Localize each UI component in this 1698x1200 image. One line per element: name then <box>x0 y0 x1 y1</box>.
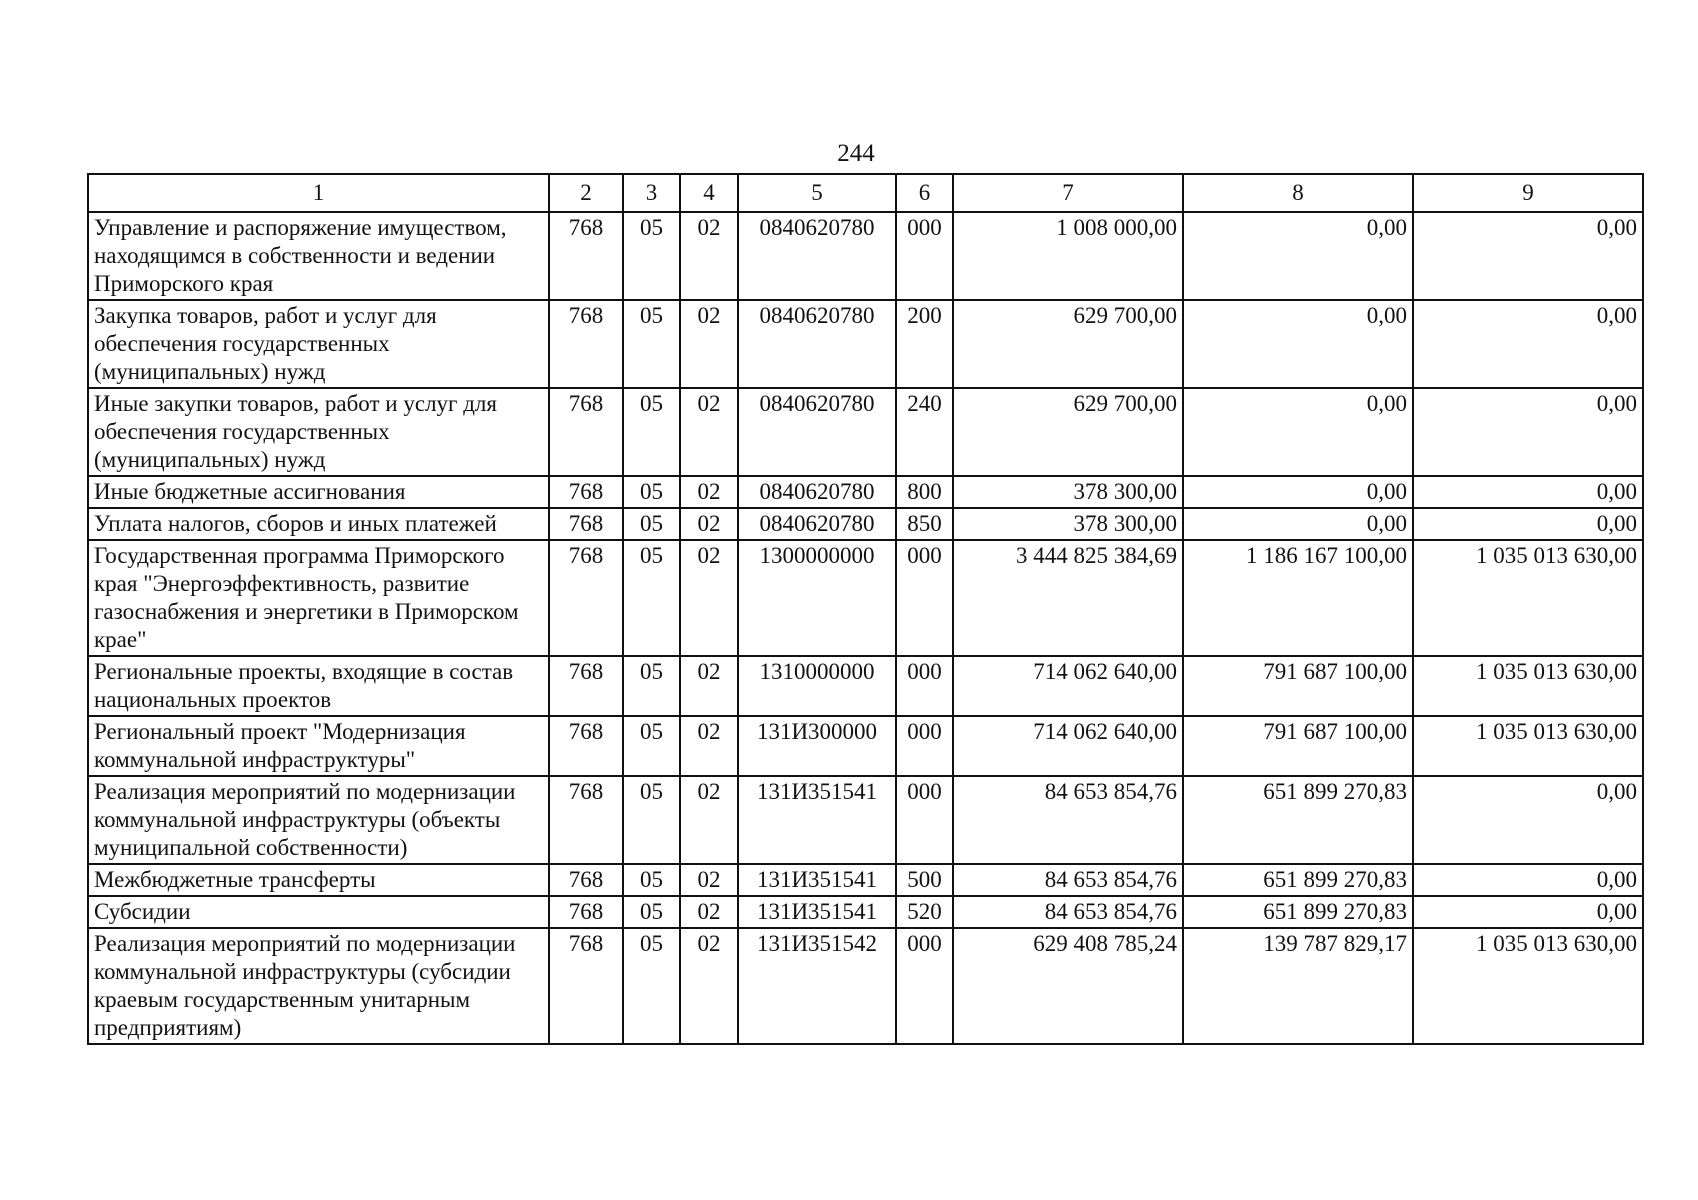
code-cell: 05 <box>623 864 680 896</box>
item-name-cell: Реализация мероприятий по модернизации коммунальной инфраструктуры (субсидии краевым государственным унитарным предприятиям) <box>88 928 549 1044</box>
amount-cell: 791 687 100,00 <box>1183 656 1413 716</box>
code-cell: 02 <box>680 896 738 928</box>
column-header: 5 <box>738 174 896 212</box>
code-cell: 0840620780 <box>738 388 896 476</box>
amount-cell: 1 035 013 630,00 <box>1413 716 1643 776</box>
amount-cell: 84 653 854,76 <box>953 776 1183 864</box>
table-header-row <box>88 174 1643 212</box>
amount-cell: 1 035 013 630,00 <box>1413 540 1643 656</box>
code-cell: 1310000000 <box>738 656 896 716</box>
table-row <box>88 864 1643 896</box>
code-cell: 768 <box>549 388 623 476</box>
code-cell: 800 <box>896 476 953 508</box>
code-cell: 240 <box>896 388 953 476</box>
code-cell: 05 <box>623 476 680 508</box>
code-cell: 02 <box>680 656 738 716</box>
table-row <box>88 508 1643 540</box>
code-cell: 000 <box>896 212 953 300</box>
column-header: 2 <box>549 174 623 212</box>
code-cell: 768 <box>549 476 623 508</box>
column-header: 8 <box>1183 174 1413 212</box>
code-cell: 768 <box>549 656 623 716</box>
budget-table <box>87 173 1644 1045</box>
code-cell: 02 <box>680 864 738 896</box>
amount-cell: 378 300,00 <box>953 508 1183 540</box>
code-cell: 05 <box>623 300 680 388</box>
code-cell: 131И351541 <box>738 896 896 928</box>
code-cell: 850 <box>896 508 953 540</box>
item-name-cell: Субсидии <box>88 896 549 928</box>
code-cell: 02 <box>680 300 738 388</box>
code-cell: 131И300000 <box>738 716 896 776</box>
code-cell: 768 <box>549 776 623 864</box>
amount-cell: 0,00 <box>1183 300 1413 388</box>
code-cell: 000 <box>896 776 953 864</box>
table-row <box>88 476 1643 508</box>
amount-cell: 714 062 640,00 <box>953 716 1183 776</box>
column-header: 4 <box>680 174 738 212</box>
amount-cell: 84 653 854,76 <box>953 864 1183 896</box>
code-cell: 131И351542 <box>738 928 896 1044</box>
code-cell: 768 <box>549 864 623 896</box>
table-row <box>88 896 1643 928</box>
amount-cell: 0,00 <box>1183 508 1413 540</box>
code-cell: 200 <box>896 300 953 388</box>
amount-cell: 791 687 100,00 <box>1183 716 1413 776</box>
item-name-cell: Реализация мероприятий по модернизации коммунальной инфраструктуры (объекты муниципальной собственности) <box>88 776 549 864</box>
amount-cell: 0,00 <box>1183 212 1413 300</box>
code-cell: 05 <box>623 776 680 864</box>
code-cell: 02 <box>680 928 738 1044</box>
code-cell: 768 <box>549 928 623 1044</box>
amount-cell: 0,00 <box>1413 776 1643 864</box>
item-name-cell: Государственная программа Приморского края "Энергоэффективность, развитие газоснабжения и энергетики в Приморском крае" <box>88 540 549 656</box>
item-name-cell: Управление и распоряжение имуществом, находящимся в собственности и ведении Приморского края <box>88 212 549 300</box>
amount-cell: 1 008 000,00 <box>953 212 1183 300</box>
code-cell: 05 <box>623 508 680 540</box>
amount-cell: 0,00 <box>1183 476 1413 508</box>
code-cell: 000 <box>896 540 953 656</box>
code-cell: 000 <box>896 656 953 716</box>
code-cell: 05 <box>623 388 680 476</box>
code-cell: 0840620780 <box>738 508 896 540</box>
amount-cell: 139 787 829,17 <box>1183 928 1413 1044</box>
amount-cell: 651 899 270,83 <box>1183 776 1413 864</box>
amount-cell: 651 899 270,83 <box>1183 864 1413 896</box>
amount-cell: 0,00 <box>1413 476 1643 508</box>
code-cell: 05 <box>623 540 680 656</box>
code-cell: 02 <box>680 476 738 508</box>
amount-cell: 629 408 785,24 <box>953 928 1183 1044</box>
table-row <box>88 388 1643 476</box>
amount-cell: 84 653 854,76 <box>953 896 1183 928</box>
item-name-cell: Иные бюджетные ассигнования <box>88 476 549 508</box>
table-body <box>88 212 1643 1044</box>
code-cell: 768 <box>549 508 623 540</box>
item-name-cell: Иные закупки товаров, работ и услуг для обеспечения государственных (муниципальных) нужд <box>88 388 549 476</box>
code-cell: 02 <box>680 540 738 656</box>
code-cell: 768 <box>549 212 623 300</box>
item-name-cell: Региональный проект "Модернизация коммунальной инфраструктуры" <box>88 716 549 776</box>
code-cell: 131И351541 <box>738 864 896 896</box>
table-row <box>88 212 1643 300</box>
table-row <box>88 776 1643 864</box>
code-cell: 05 <box>623 716 680 776</box>
code-cell: 0840620780 <box>738 212 896 300</box>
amount-cell: 651 899 270,83 <box>1183 896 1413 928</box>
code-cell: 02 <box>680 716 738 776</box>
item-name-cell: Региональные проекты, входящие в состав национальных проектов <box>88 656 549 716</box>
code-cell: 05 <box>623 212 680 300</box>
page-number: 244 <box>837 140 875 167</box>
amount-cell: 1 186 167 100,00 <box>1183 540 1413 656</box>
amount-cell: 629 700,00 <box>953 388 1183 476</box>
code-cell: 768 <box>549 896 623 928</box>
code-cell: 768 <box>549 540 623 656</box>
amount-cell: 0,00 <box>1413 388 1643 476</box>
code-cell: 000 <box>896 928 953 1044</box>
code-cell: 131И351541 <box>738 776 896 864</box>
amount-cell: 3 444 825 384,69 <box>953 540 1183 656</box>
code-cell: 0840620780 <box>738 300 896 388</box>
item-name-cell: Закупка товаров, работ и услуг для обеспечения государственных (муниципальных) нужд <box>88 300 549 388</box>
column-header: 3 <box>623 174 680 212</box>
code-cell: 02 <box>680 776 738 864</box>
code-cell: 768 <box>549 716 623 776</box>
amount-cell: 0,00 <box>1183 388 1413 476</box>
column-header: 7 <box>953 174 1183 212</box>
code-cell: 500 <box>896 864 953 896</box>
code-cell: 520 <box>896 896 953 928</box>
amount-cell: 629 700,00 <box>953 300 1183 388</box>
amount-cell: 0,00 <box>1413 864 1643 896</box>
table-row <box>88 716 1643 776</box>
amount-cell: 1 035 013 630,00 <box>1413 656 1643 716</box>
table-row <box>88 928 1643 1044</box>
code-cell: 05 <box>623 656 680 716</box>
code-cell: 768 <box>549 300 623 388</box>
amount-cell: 378 300,00 <box>953 476 1183 508</box>
code-cell: 05 <box>623 896 680 928</box>
amount-cell: 714 062 640,00 <box>953 656 1183 716</box>
code-cell: 05 <box>623 928 680 1044</box>
table-row <box>88 656 1643 716</box>
code-cell: 1300000000 <box>738 540 896 656</box>
column-header: 6 <box>896 174 953 212</box>
amount-cell: 0,00 <box>1413 508 1643 540</box>
item-name-cell: Межбюджетные трансферты <box>88 864 549 896</box>
code-cell: 000 <box>896 716 953 776</box>
item-name-cell: Уплата налогов, сборов и иных платежей <box>88 508 549 540</box>
amount-cell: 1 035 013 630,00 <box>1413 928 1643 1044</box>
code-cell: 0840620780 <box>738 476 896 508</box>
amount-cell: 0,00 <box>1413 212 1643 300</box>
table-row <box>88 300 1643 388</box>
code-cell: 02 <box>680 508 738 540</box>
amount-cell: 0,00 <box>1413 896 1643 928</box>
table-row <box>88 540 1643 656</box>
code-cell: 02 <box>680 212 738 300</box>
column-header: 1 <box>88 174 549 212</box>
column-header: 9 <box>1413 174 1643 212</box>
amount-cell: 0,00 <box>1413 300 1643 388</box>
code-cell: 02 <box>680 388 738 476</box>
